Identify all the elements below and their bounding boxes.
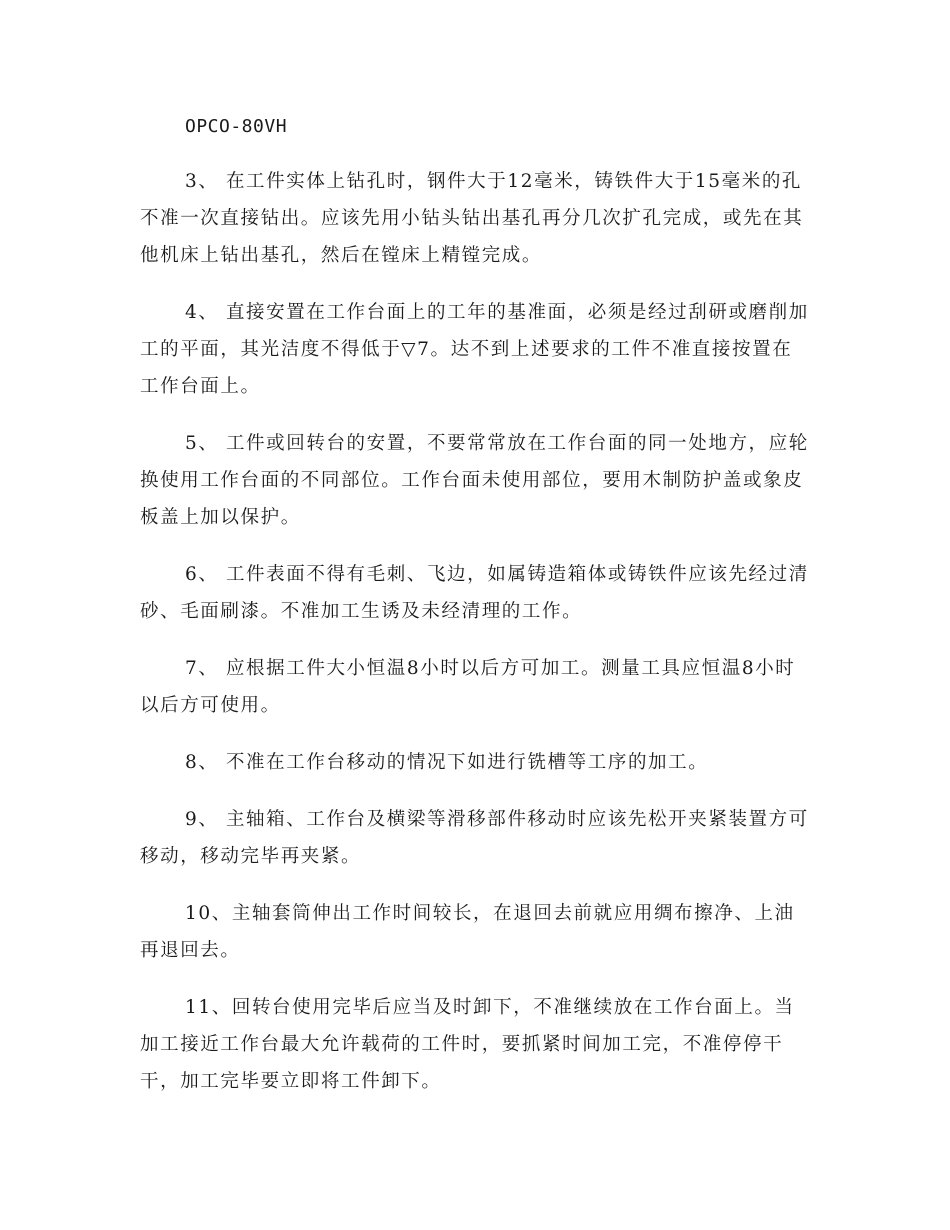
rule-number: 11、 xyxy=(185,997,232,1018)
rule-text: 在工件实体上钻孔时，钢件大于12毫米，铸铁件大于15毫米的孔不准一次直接钻出。应该先用小钻头钻出基孔再分几次扩孔完成，或先在其他机床上钻出基孔，然后在镗床上精镗完成。 xyxy=(140,171,804,266)
rule-number: 8、 xyxy=(185,752,226,773)
rule-item-3 xyxy=(140,163,810,274)
rule-item-5 xyxy=(140,425,810,536)
rule-item-4 xyxy=(140,294,810,405)
rule-item-11 xyxy=(140,989,810,1100)
rule-text: 应根据工件大小恒温8小时以后方可加工。测量工具应恒温8小时以后方可使用。 xyxy=(140,658,796,716)
rule-text: 回转台使用完毕后应当及时卸下，不准继续放在工作台面上。当加工接近工作台最大允许载荷的工件时，要抓紧时间加工完，不准停停干干，加工完毕要立即将工件卸下。 xyxy=(140,997,795,1092)
rule-number: 5、 xyxy=(185,433,226,454)
rule-item-10 xyxy=(140,895,810,969)
rule-number: 4、 xyxy=(185,302,226,323)
rule-number: 10、 xyxy=(185,903,232,924)
rule-item-7 xyxy=(140,650,810,724)
rule-text: 工件表面不得有毛刺、飞边，如属铸造箱体或铸铁件应该先经过清砂、毛面刷漆。不准加工生诱及未经清理的工作。 xyxy=(140,564,809,622)
header-code: OPCO-80VH xyxy=(185,116,288,137)
rule-number: 7、 xyxy=(185,658,226,679)
rule-text: 不准在工作台移动的情况下如进行铣槽等工序的加工。 xyxy=(225,752,709,773)
rule-text: 主轴套筒伸出工作时间较长，在退回去前就应用绸布擦净、上油再退回去。 xyxy=(140,903,795,961)
rules-list xyxy=(140,163,810,1120)
rule-number: 9、 xyxy=(185,809,226,830)
rule-text: 工件或回转台的安置，不要常常放在工作台面的同一处地方，应轮换使用工作台面的不同部位。工作台面未使用部位，要用木制防护盖或象皮板盖上加以保护。 xyxy=(140,433,809,528)
rule-item-9 xyxy=(140,801,810,875)
rule-text: 直接安置在工作台面上的工年的基准面，必须是经过刮研或磨削加工的平面，其光洁度不得低于▽7。达不到上述要求的工件不准直接按置在工作台面上。 xyxy=(140,302,809,397)
rule-text: 主轴箱、工作台及横梁等滑移部件移动时应该先松开夹紧装置方可移动，移动完毕再夹紧。 xyxy=(140,809,809,867)
rule-number: 6、 xyxy=(185,564,226,585)
rule-item-8 xyxy=(140,744,810,781)
rule-item-6 xyxy=(140,556,810,630)
rule-number: 3、 xyxy=(185,171,226,192)
